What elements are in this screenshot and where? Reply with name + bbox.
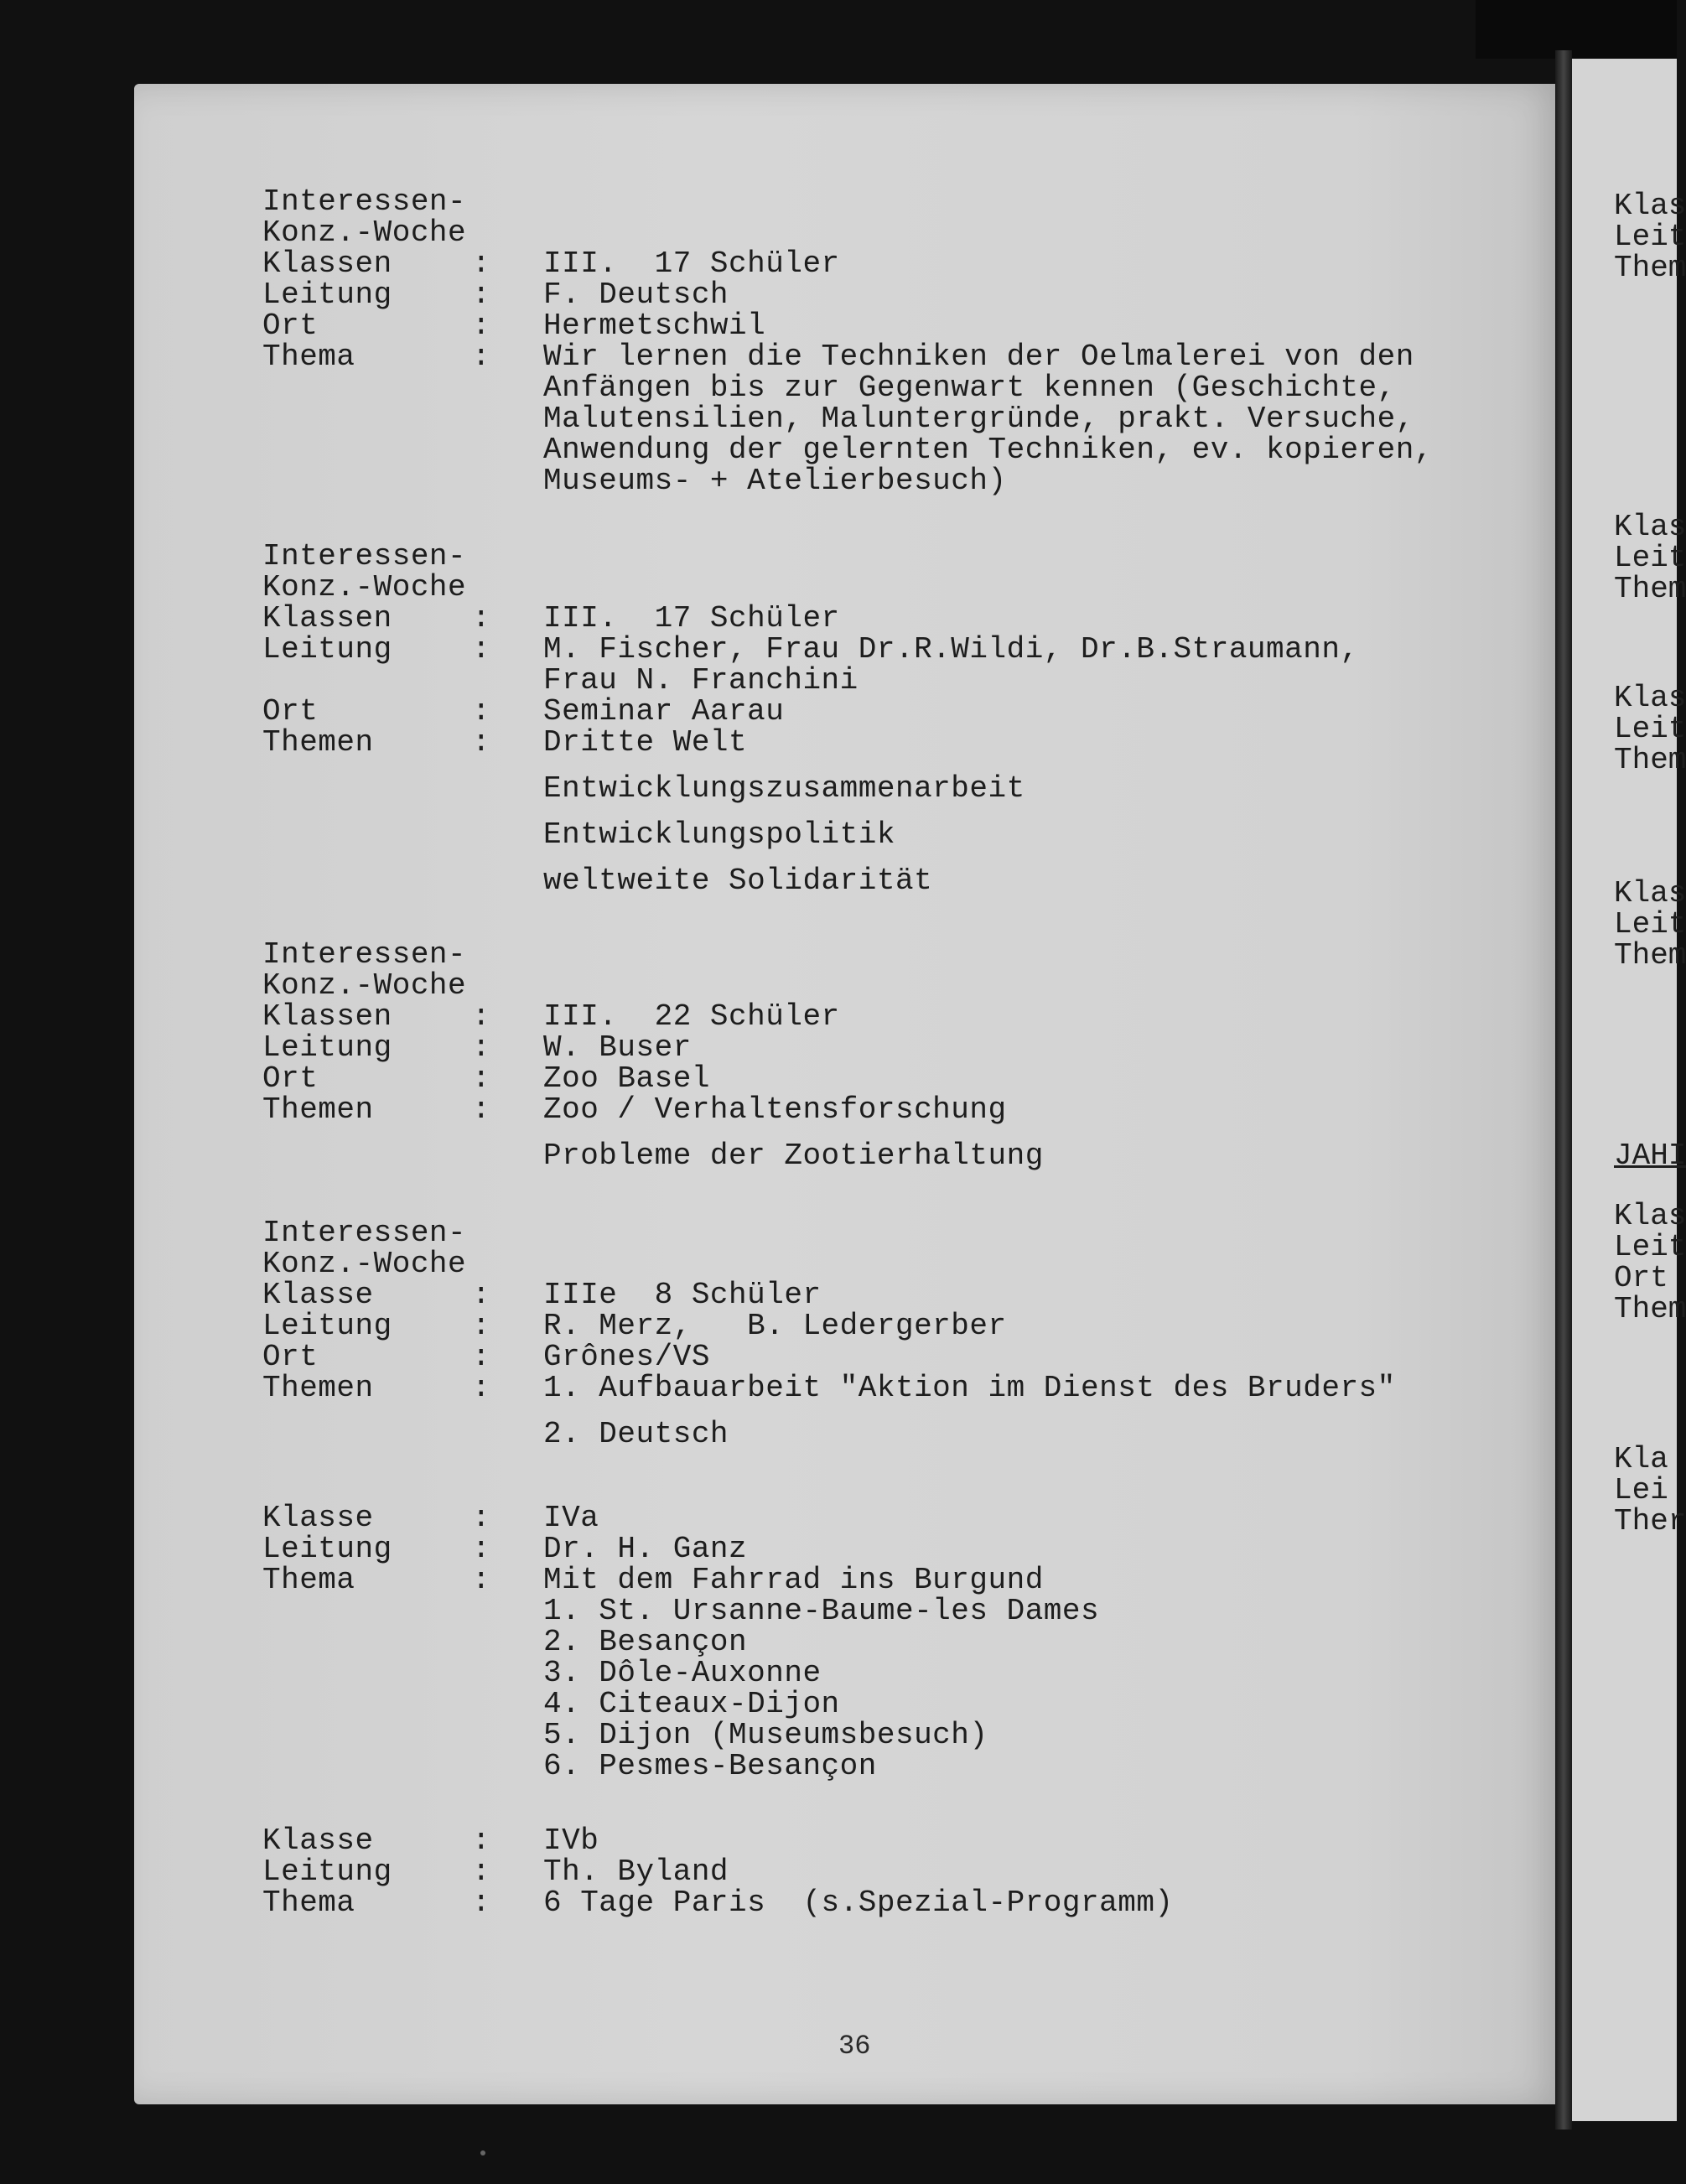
block-heading: Interessen- xyxy=(262,1216,467,1250)
right-page-fragment: Leit xyxy=(1614,712,1686,746)
field-label: Klasse xyxy=(262,1823,374,1858)
field-value: 5. Dijon (Museumsbesuch) xyxy=(543,1718,988,1752)
field-label: Leitung xyxy=(262,1030,392,1065)
field-value: Anfängen bis zur Gegenwart kennen (Geschichte, xyxy=(543,371,1396,405)
right-page-fragment: Klas xyxy=(1614,681,1686,715)
right-page-fragment: Leit xyxy=(1614,541,1686,575)
field-separator: : xyxy=(472,278,491,312)
right-page-fragment: JAHI xyxy=(1614,1139,1686,1173)
field-value: M. Fischer, Frau Dr.R.Wildi, Dr.B.Straumann, xyxy=(543,632,1359,667)
theme-item: Entwicklungszusammenarbeit xyxy=(543,771,1025,806)
field-label: Themen xyxy=(262,1092,374,1127)
field-separator: : xyxy=(472,1501,491,1535)
field-label: Leitung xyxy=(262,278,392,312)
field-label: Klassen xyxy=(262,601,392,635)
field-separator: : xyxy=(472,725,491,760)
field-separator: : xyxy=(472,1532,491,1566)
field-label: Leitung xyxy=(262,632,392,667)
right-page-fragment: Leit xyxy=(1614,907,1686,942)
field-label: Ort xyxy=(262,1061,319,1096)
field-value: 2. Besançon xyxy=(543,1625,748,1659)
field-value: Zoo Basel xyxy=(543,1061,710,1096)
field-value: Grônes/VS xyxy=(543,1340,710,1374)
right-page-fragment: Lei xyxy=(1614,1473,1668,1507)
right-page-fragment: Them xyxy=(1614,938,1686,973)
field-label: Klassen xyxy=(262,999,392,1034)
right-page-fragment: Ort xyxy=(1614,1261,1668,1295)
field-label: Ort xyxy=(262,694,319,729)
right-page-fragment: Them xyxy=(1614,251,1686,285)
field-value: IVb xyxy=(543,1823,599,1858)
field-value: 6 Tage Paris (s.Spezial-Programm) xyxy=(543,1886,1174,1920)
field-separator: : xyxy=(472,1855,491,1889)
block-heading: Interessen- xyxy=(262,937,467,972)
field-value: 4. Citeaux-Dijon xyxy=(543,1687,840,1721)
field-separator: : xyxy=(472,1309,491,1343)
field-label: Themen xyxy=(262,725,374,760)
field-separator: : xyxy=(472,1371,491,1405)
field-separator: : xyxy=(472,1278,491,1312)
field-separator: : xyxy=(472,694,491,729)
field-value: Seminar Aarau xyxy=(543,694,785,729)
field-value: Museums- + Atelierbesuch) xyxy=(543,464,1007,498)
scan-border-top xyxy=(1476,0,1677,59)
field-separator: : xyxy=(472,309,491,343)
theme-item: Probleme der Zootierhaltung xyxy=(543,1139,1044,1173)
book-fold xyxy=(1555,50,1572,2130)
block-heading: Interessen- xyxy=(262,184,467,219)
field-label: Thema xyxy=(262,1886,355,1920)
field-separator: : xyxy=(472,632,491,667)
field-value: 6. Pesmes-Besançon xyxy=(543,1749,877,1783)
field-separator: : xyxy=(472,1563,491,1597)
right-page-fragment: Klas xyxy=(1614,189,1686,223)
theme-item: Entwicklungspolitik xyxy=(543,817,895,852)
block-heading: Interessen- xyxy=(262,539,467,573)
field-label: Leitung xyxy=(262,1855,392,1889)
field-separator: : xyxy=(472,999,491,1034)
field-separator: : xyxy=(472,1030,491,1065)
field-value: 1. St. Ursanne-Baume-les Dames xyxy=(543,1594,1100,1628)
field-value: Wir lernen die Techniken der Oelmalerei von den xyxy=(543,340,1414,374)
field-label: Ort xyxy=(262,309,319,343)
field-value: 1. Aufbauarbeit "Aktion im Dienst des Bruders" xyxy=(543,1371,1396,1405)
block-heading: Konz.-Woche xyxy=(262,215,467,250)
right-page-fragment: Leit xyxy=(1614,1230,1686,1264)
field-separator: : xyxy=(472,1061,491,1096)
field-value: R. Merz, B. Ledergerber xyxy=(543,1309,1007,1343)
field-separator: : xyxy=(472,340,491,374)
field-value: Frau N. Franchini xyxy=(543,663,859,698)
field-value: 3. Dôle-Auxonne xyxy=(543,1656,822,1690)
field-label: Klasse xyxy=(262,1278,374,1312)
scan-speck xyxy=(480,2150,485,2155)
field-separator: : xyxy=(472,1823,491,1858)
right-page-fragment: Kla xyxy=(1614,1442,1668,1476)
field-label: Klassen xyxy=(262,246,392,281)
field-label: Leitung xyxy=(262,1532,392,1566)
right-page-fragment: Klas xyxy=(1614,876,1686,910)
field-separator: : xyxy=(472,1340,491,1374)
block-heading: Konz.-Woche xyxy=(262,968,467,1003)
field-value: III. 17 Schüler xyxy=(543,601,840,635)
field-value: Mit dem Fahrrad ins Burgund xyxy=(543,1563,1044,1597)
field-value: Anwendung der gelernten Techniken, ev. kopieren, xyxy=(543,433,1433,467)
field-label: Thema xyxy=(262,340,355,374)
field-value: Th. Byland xyxy=(543,1855,729,1889)
field-value: Dr. H. Ganz xyxy=(543,1532,748,1566)
right-page-fragment: Klas xyxy=(1614,1199,1686,1233)
field-label: Ort xyxy=(262,1340,319,1374)
right-page-fragment: Them xyxy=(1614,572,1686,606)
block-heading: Konz.-Woche xyxy=(262,570,467,604)
field-separator: : xyxy=(472,246,491,281)
right-page-fragment: Them xyxy=(1614,743,1686,777)
page-number: 36 xyxy=(838,2031,871,2062)
right-page-fragment: Klas xyxy=(1614,510,1686,544)
field-value: W. Buser xyxy=(543,1030,692,1065)
field-separator: : xyxy=(472,1092,491,1127)
field-value: IIIe 8 Schüler xyxy=(543,1278,822,1312)
right-page-fragment: Ther xyxy=(1614,1504,1686,1538)
field-separator: : xyxy=(472,601,491,635)
field-label: Klasse xyxy=(262,1501,374,1535)
field-label: Leitung xyxy=(262,1309,392,1343)
field-value: Dritte Welt xyxy=(543,725,748,760)
field-value: III. 17 Schüler xyxy=(543,246,840,281)
field-value: IVa xyxy=(543,1501,599,1535)
field-separator: : xyxy=(472,1886,491,1920)
field-label: Themen xyxy=(262,1371,374,1405)
field-value: Zoo / Verhaltensforschung xyxy=(543,1092,1007,1127)
block-heading: Konz.-Woche xyxy=(262,1247,467,1281)
right-page-edge xyxy=(1572,59,1686,2121)
field-value: F. Deutsch xyxy=(543,278,729,312)
field-value: Hermetschwil xyxy=(543,309,766,343)
right-page-fragment: Them xyxy=(1614,1292,1686,1326)
field-value: Malutensilien, Maluntergründe, prakt. Versuche, xyxy=(543,402,1414,436)
theme-item: 2. Deutsch xyxy=(543,1417,729,1451)
field-label: Thema xyxy=(262,1563,355,1597)
theme-item: weltweite Solidarität xyxy=(543,864,933,898)
field-value: III. 22 Schüler xyxy=(543,999,840,1034)
right-page-fragment: Leit xyxy=(1614,220,1686,254)
